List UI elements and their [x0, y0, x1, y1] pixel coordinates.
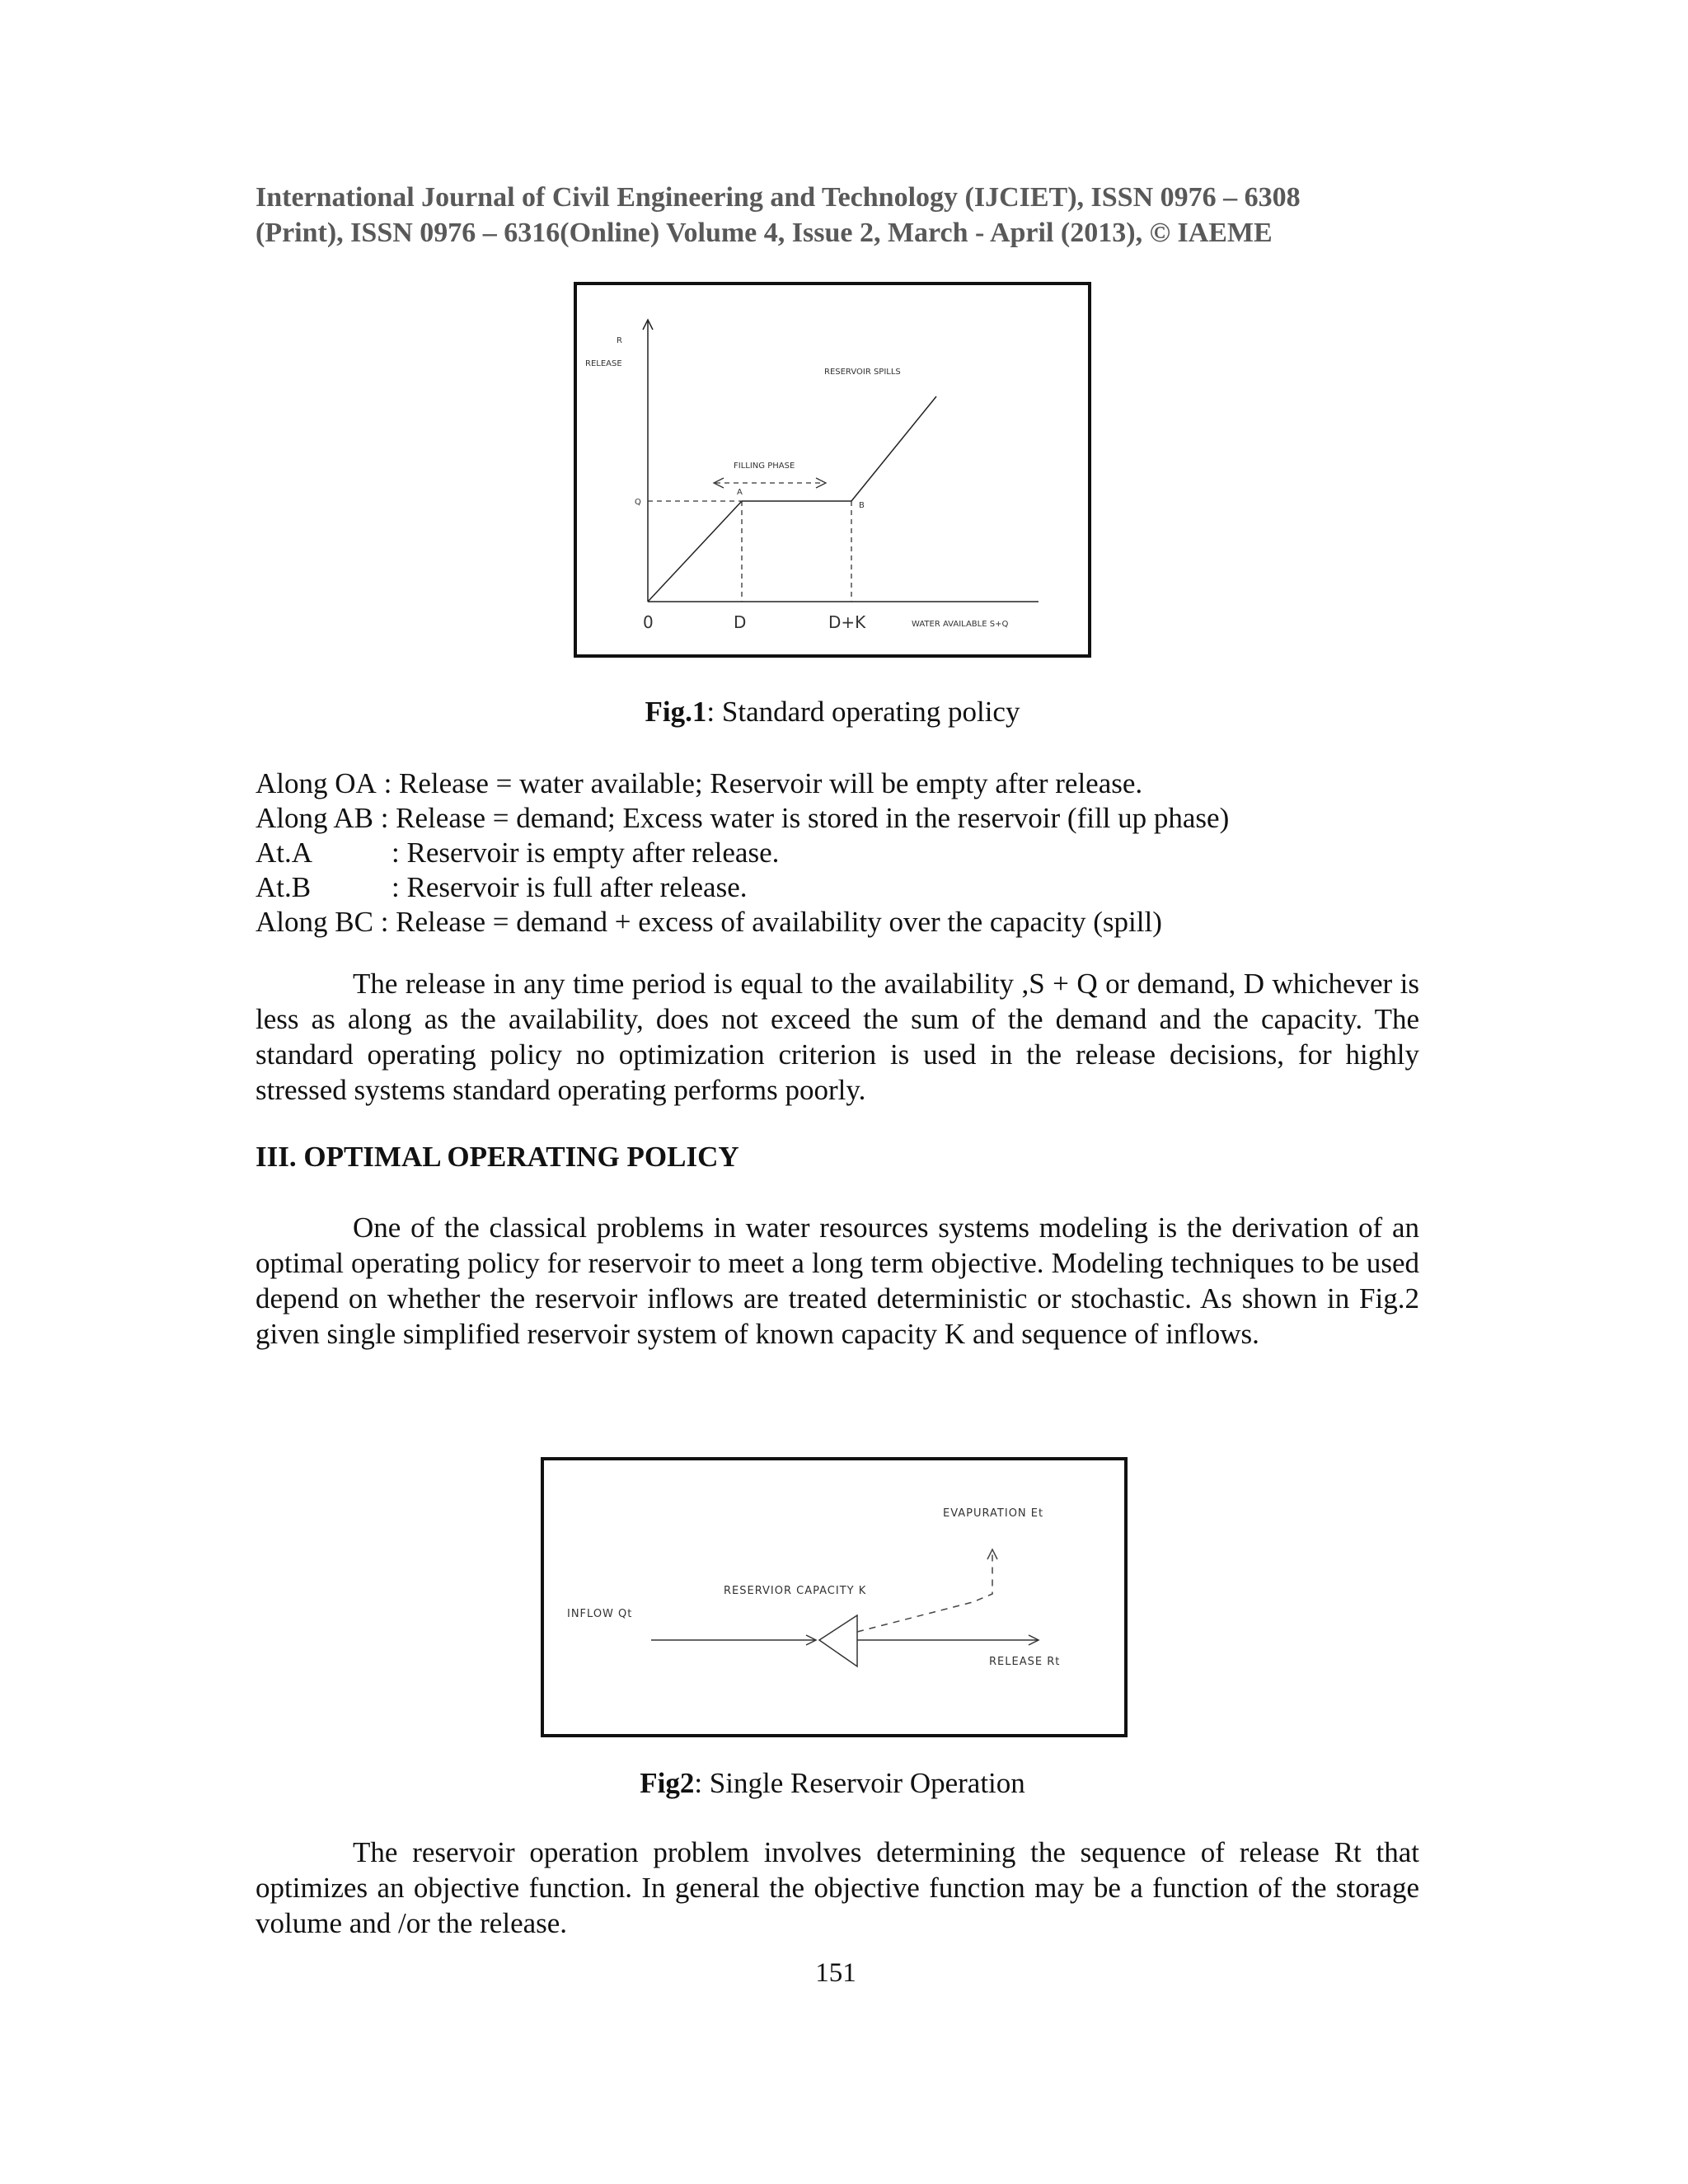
section-heading: III. OPTIMAL OPERATING POLICY	[256, 1141, 739, 1173]
label-inflow: INFLOW Qt	[567, 1608, 633, 1620]
definition-text: : Release = demand + excess of availability over the capacity (spill)	[380, 906, 1162, 938]
figure-2-diagram	[544, 1460, 1124, 1734]
definition-term: Along BC	[256, 906, 373, 938]
figure-1-frame	[574, 282, 1091, 658]
paragraph-optimal-policy: One of the classical problems in water resources systems modeling is the derivation of an optimal operating policy for reservoir to meet a long term objective. Modeling techniques to be used depend on whether the reservoir inflows are treated deterministic or stochastic. As shown in Fig.2 given single simplified reservoir system of known capacity K and sequence of inflows.	[256, 1212, 1419, 1350]
definition-row	[256, 905, 1229, 940]
figure-1-caption-text: : Standard operating policy	[706, 696, 1020, 728]
figure-2-caption	[256, 1765, 1409, 1802]
figure-1-caption-label: Fig.1	[645, 696, 707, 728]
journal-header-line-2: (Print), ISSN 0976 – 6316(Online) Volume 4, Issue 2, March - April (2013), © IAEME	[256, 218, 1273, 248]
definition-text: : Release = water available; Reservoir will be empty after release.	[383, 767, 1143, 799]
figure-1-diagram	[577, 285, 1088, 654]
definition-text: : Reservoir is full after release.	[392, 871, 748, 903]
figure-2-frame	[541, 1457, 1128, 1737]
label-a: A	[737, 488, 743, 497]
journal-header	[256, 180, 1442, 251]
label-d: D	[734, 612, 747, 632]
definition-text: : Reservoir is empty after release.	[392, 837, 780, 869]
definition-row	[256, 836, 1229, 870]
figure-2-caption-text: : Single Reservoir Operation	[694, 1767, 1025, 1799]
paragraph-reservoir-problem: The reservoir operation problem involves determining the sequence of release Rt that optimizes an objective function. In general the objective function may be a function of the storage volume and /or the release.	[256, 1836, 1419, 1939]
label-origin: 0	[643, 612, 654, 632]
label-filling-phase: FILLING PHASE	[734, 462, 795, 471]
segment-oa	[648, 501, 742, 602]
label-r: R	[617, 336, 622, 345]
page-number: 151	[815, 1958, 856, 1988]
label-b: B	[859, 501, 865, 510]
reservoir-triangle	[819, 1615, 857, 1666]
evaporation-dashed-path	[857, 1551, 992, 1632]
label-release: RELEASE	[585, 359, 622, 368]
definition-term: At.B	[256, 871, 312, 903]
figure-2-caption-label: Fig2	[640, 1767, 695, 1799]
label-reservoir-spills: RESERVOIR SPILLS	[824, 368, 901, 377]
definition-term: At.A	[256, 837, 313, 869]
label-water-available: WATER AVAILABLE S+Q	[912, 620, 1009, 629]
definition-row	[256, 801, 1229, 836]
definition-row	[256, 766, 1229, 801]
definition-row	[256, 870, 1229, 905]
definition-term: Along AB	[256, 802, 373, 834]
label-q: Q	[635, 498, 641, 507]
label-capacity: RESERVIOR CAPACITY K	[724, 1585, 867, 1597]
label-release: RELEASE Rt	[989, 1656, 1061, 1668]
definition-term: Along OA	[256, 767, 377, 799]
label-evaporation: EVAPURATION Et	[943, 1507, 1044, 1520]
paragraph-release-policy: The release in any time period is equal to the availability ,S + Q or demand, D whichever is less as along as the availability, does not exceed the sum of the demand and the capacity. The standard operating policy no optimization criterion is used in the release decisions, for highly stressed systems standard operating performs poorly.	[256, 968, 1419, 1106]
figure-1-caption	[256, 694, 1409, 730]
journal-header-line-1: International Journal of Civil Engineering and Technology (IJCIET), ISSN 0976 – 6308	[256, 182, 1301, 213]
definition-list	[256, 766, 1229, 940]
segment-bc	[851, 396, 936, 501]
label-dk: D+K	[828, 612, 866, 632]
definition-text: : Release = demand; Excess water is stored in the reservoir (fill up phase)	[380, 802, 1230, 834]
